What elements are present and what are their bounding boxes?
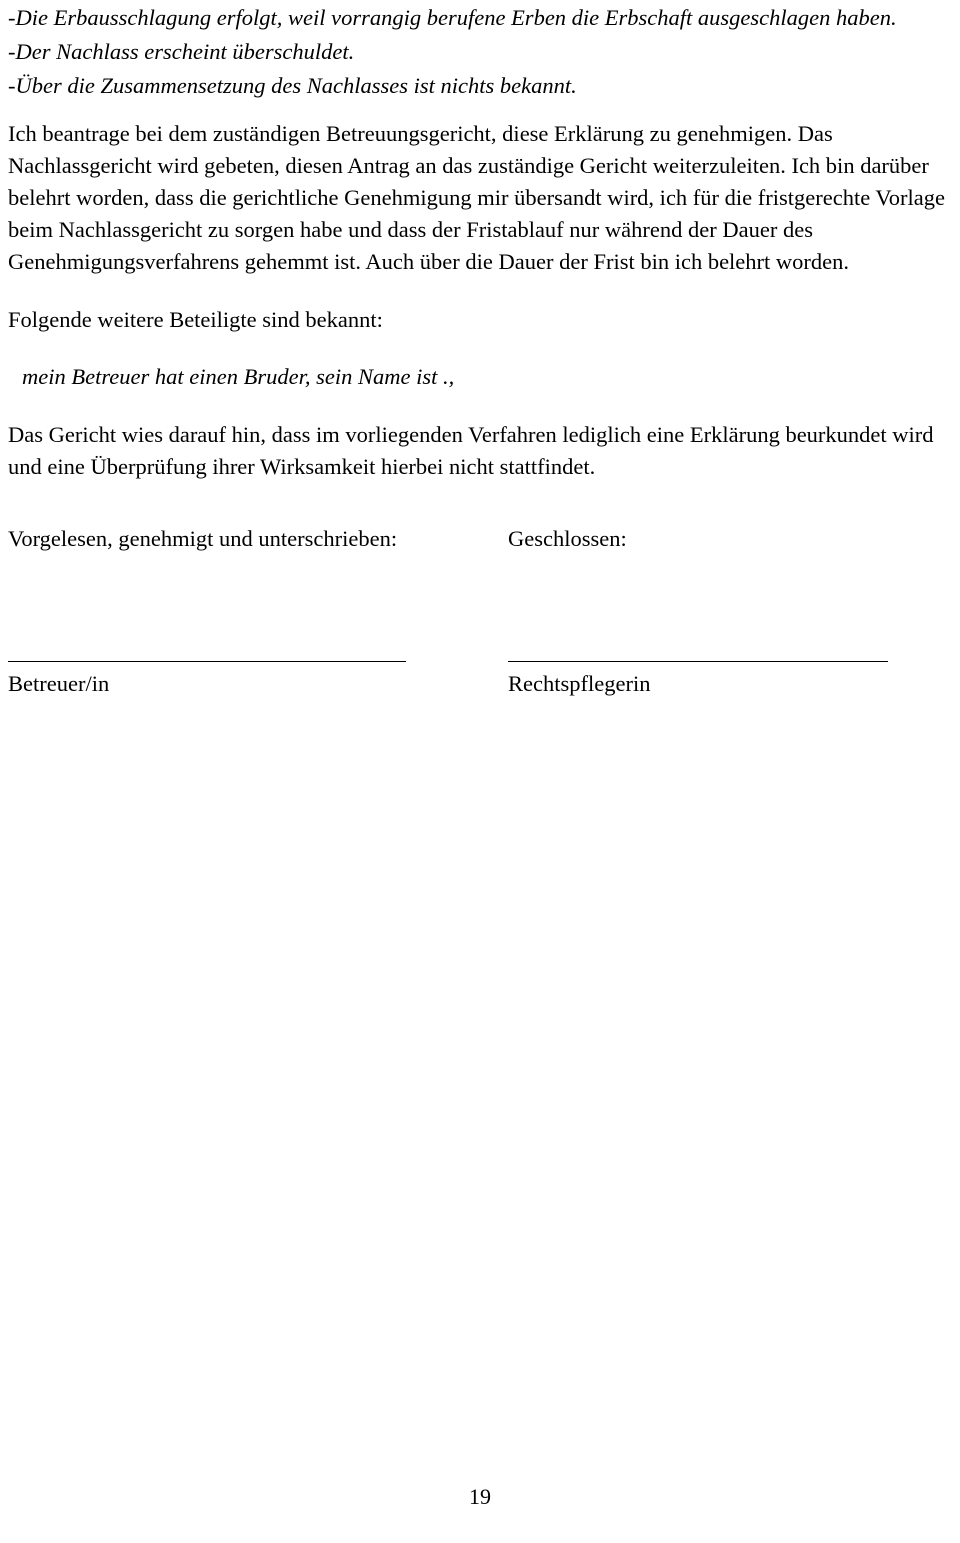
spacer-3	[8, 335, 946, 361]
signature-left	[8, 661, 508, 698]
signature-line-left	[8, 661, 406, 662]
spacer-1	[8, 102, 946, 118]
signature-left-name: Betreuer/in	[8, 671, 110, 697]
document-body	[8, 0, 946, 698]
signature-line-right	[508, 661, 888, 662]
paragraph-participants-detail: mein Betreuer hat einen Bruder, sein Name ist .,	[22, 364, 455, 390]
paragraph-court-notice: Das Gericht wies darauf hin, dass im vorliegenden Verfahren lediglich eine Erklärung beurkundet wird und eine Überprüfung ihrer Wirksamkeit hierbei nicht stattfindet.	[8, 422, 934, 480]
closing-left-label: Vorgelesen, genehmigt und unterschrieben:	[8, 526, 398, 552]
page-number: 19	[469, 1484, 491, 1509]
spacer-2	[8, 278, 946, 304]
signature-right	[508, 661, 928, 698]
signature-right-name: Rechtspflegerin	[508, 671, 651, 697]
closing-left	[8, 523, 508, 555]
signature-row	[8, 661, 946, 698]
paragraph-application: Ich beantrage bei dem zuständigen Betreuungsgericht, diese Erklärung zu genehmigen. Das Nachlassgericht wird gebeten, diesen Antrag an das zuständige Gericht weiterzuleiten. Ich bin darüber belehrt worden, dass die gerichtliche Genehmigung mir übersandt wird, ich für die fristgerechte Vorlage beim Nachlassgericht zu sorgen habe und dass der Fristablauf nur während der Dauer des Genehmigungsverfahrens gehemmt ist. Auch über die Dauer der Frist bin ich belehrt worden.	[8, 120, 945, 274]
closing-right	[508, 523, 928, 555]
bullet-line-3: -Über die Zusammensetzung des Nachlasses ist nichts bekannt.	[8, 72, 577, 98]
spacer-4	[8, 393, 946, 419]
bullet-line-2: -Der Nachlass erscheint überschuldet.	[8, 38, 355, 64]
closing-row	[8, 523, 946, 555]
bullet-line-1: -Die Erbausschlagung erfolgt, weil vorrangig berufene Erben die Erbschaft ausgeschlagen haben.	[8, 5, 897, 30]
paragraph-participants-heading: Folgende weitere Beteiligte sind bekannt:	[8, 306, 383, 332]
closing-right-label: Geschlossen:	[508, 526, 627, 552]
